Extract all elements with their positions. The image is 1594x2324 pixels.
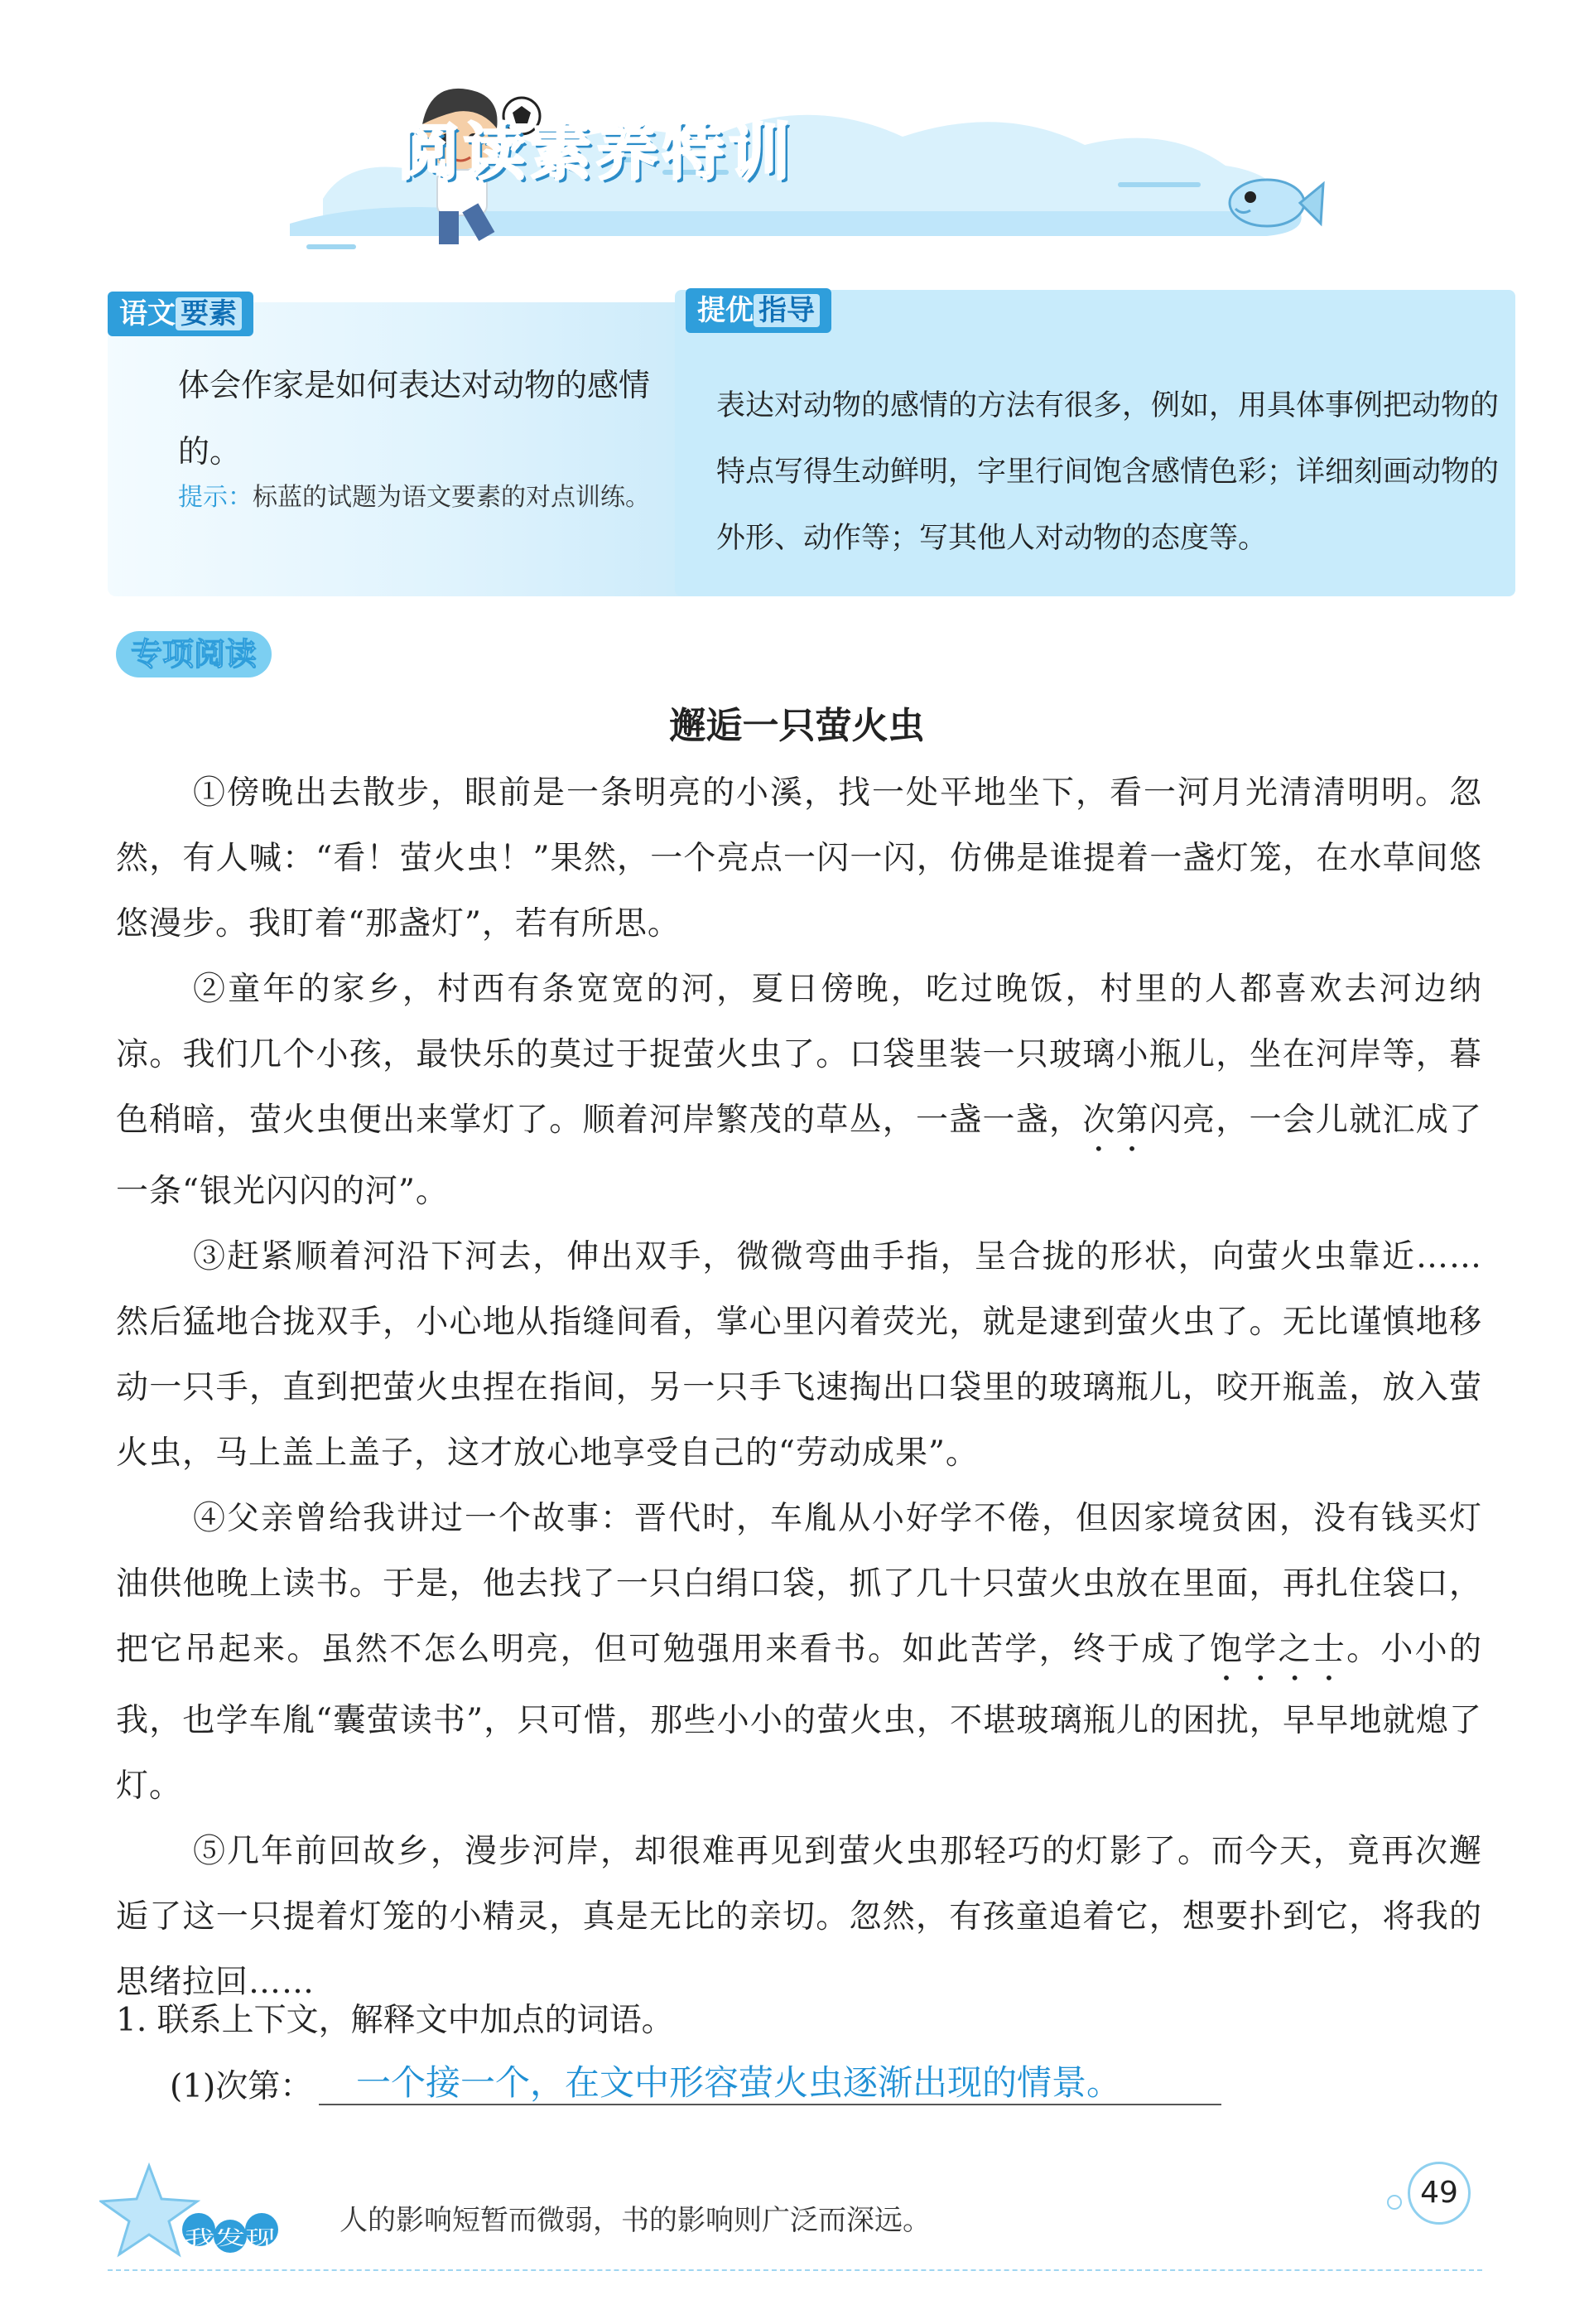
tiyou-zhidao-tag <box>686 288 831 333</box>
yuwen-yaosu-tip <box>178 472 658 523</box>
footer-quote: 人的影响短暂而微弱，书的影响则广泛而深远。 <box>340 2204 931 2237</box>
footer-divider <box>108 2269 1482 2271</box>
section-tag-zhuanxiang-yuedu: 专项阅读 <box>116 631 272 677</box>
yuwen-yaosu-tag-part1: 语文 <box>119 297 176 330</box>
tiyou-zhidao-text: 表达对动物的感情的方法有很多，例如，用具体事例把动物的特点写得生动鲜明，字里行间饱含感情色彩；详细刻画动物的外形、动作等；写其他人对动物的态度等。 <box>716 389 1500 555</box>
paragraph-2-text-b: 闪亮，一会儿就汇成了一条“银光闪闪的河”。 <box>116 1102 1482 1210</box>
page-number-dot <box>1387 2195 1402 2210</box>
question-1: 1. 联系上下文，解释文中加点的词语。 <box>116 2002 674 2039</box>
handwritten-answer[interactable]: 一个接一个，在文中形容萤火虫逐渐出现的情景。 <box>356 2062 1122 2103</box>
article-body <box>116 760 1482 2015</box>
yuwen-yaosu-tag-part2: 要素 <box>176 297 242 330</box>
dotted-word-cidi: 次第 <box>1082 1102 1149 1139</box>
article-paragraph-4 <box>116 1486 1482 1819</box>
tiyou-zhidao-tag-part1: 提优 <box>697 294 754 327</box>
paragraph-4-text-a: ④父亲曾给我讲过一个故事：晋代时，车胤从小好学不倦，但因家境贫困，没有钱买灯油供他晚上读书。于是，他去找了一只白绢口袋，抓了几十只萤火虫放在里面，再扎住袋口，把它吊起来。虽然不怎么明亮，但可勉强用来看书。如此苦学，终于成了 <box>116 1500 1482 1668</box>
footer-starfish-badge <box>99 2162 315 2261</box>
article-paragraph-1: ①傍晚出去散步，眼前是一条明亮的小溪，找一处平地坐下，看一河月光清清明明。忽然，有人喊：“看！萤火虫！”果然，一个亮点一闪一闪，仿佛是谁提着一盏灯笼，在水草间悠悠漫步。我盯着“那盏灯”，若有所思。 <box>116 774 1482 943</box>
dotted-word-baoxuezhishi: 饱学之士 <box>1210 1631 1347 1668</box>
tiyou-zhidao-tag-part2: 指导 <box>754 294 820 327</box>
tip-label: 提示： <box>178 483 253 512</box>
paragraph-2-text-a: ②童年的家乡，村西有条宽宽的河，夏日傍晚，吃过晚饭，村里的人都喜欢去河边纳凉。我们几个小孩，最快乐的莫过于捉萤火虫了。口袋里装一只玻璃小瓶儿，坐在河岸等，暮色稍暗，萤火虫便出来掌灯了。顺着河岸繁茂的草丛，一盏一盏， <box>116 971 1482 1139</box>
footer-badge-text: 我发现 <box>185 2226 276 2249</box>
article-paragraph-2 <box>116 957 1482 1224</box>
article-title: 邂逅一只萤火虫 <box>669 705 925 747</box>
fish-icon <box>1217 157 1325 248</box>
question-1-sub-label: (1)次第： <box>170 2068 313 2105</box>
yuwen-yaosu-text: 体会作家是如何表达对动物的感情的。 <box>178 367 651 470</box>
page-banner-title: 阅读素养特训 <box>397 117 795 188</box>
tip-text: 标蓝的试题为语文要素的对点训练。 <box>253 483 650 512</box>
paragraph-4-text-b: 。小小的我，也学车胤“囊萤读书”，只可惜，那些小小的萤火虫，不堪玻璃瓶儿的困扰，早早地就熄了灯。 <box>116 1631 1482 1805</box>
article-paragraph-5: ⑤几年前回故乡，漫步河岸，却很难再见到萤火虫那轻巧的灯影了。而今天，竟再次邂逅了这一只提着灯笼的小精灵，真是无比的亲切。忽然，有孩童追着它，想要扑到它，将我的思绪拉回…… <box>116 1833 1482 2001</box>
page-number: 49 <box>1408 2162 1471 2225</box>
yuwen-yaosu-tag <box>108 292 253 336</box>
article-paragraph-3: ③赶紧顺着河沿下河去，伸出双手，微微弯曲手指，呈合拢的形状，向萤火虫靠近……然后猛地合拢双手，小心地从指缝间看，掌心里闪着荧光，就是逮到萤火虫了。无比谨慎地移动一只手，直到把萤火虫捏在指间，另一只手飞速掏出口袋里的玻璃瓶儿，咬开瓶盖，放入萤火虫，马上盖上盖子，这才放心地享受自己的“劳动成果”。 <box>116 1238 1482 1472</box>
